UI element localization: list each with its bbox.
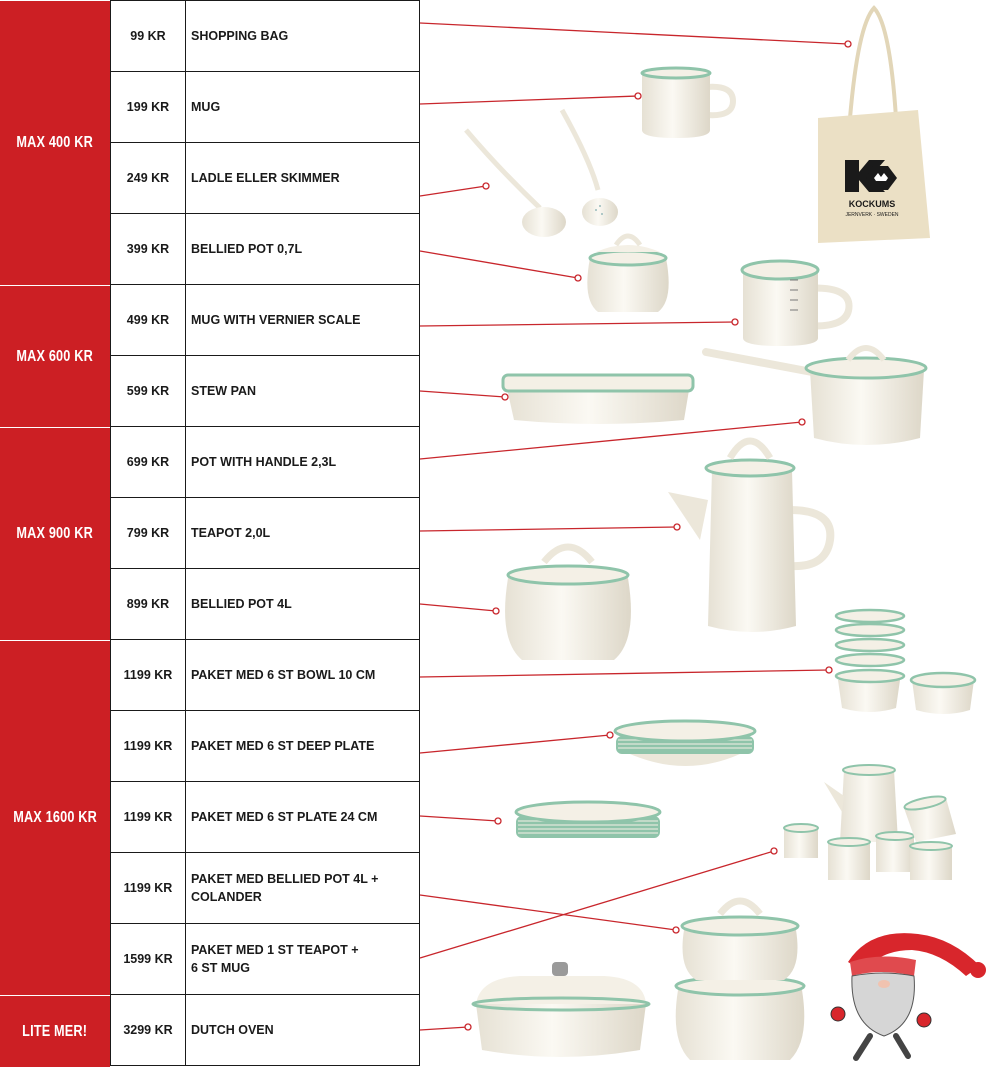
group-label: MAX 1600 KR bbox=[13, 809, 97, 826]
teapot-icon bbox=[668, 441, 830, 632]
item-price: 99 KR bbox=[111, 1, 186, 71]
measuring-mug-icon bbox=[742, 261, 849, 346]
group-label: MAX 600 KR bbox=[16, 347, 94, 365]
item-name: MUG WITH VERNIER SCALE bbox=[191, 313, 361, 327]
item-name: TEAPOT 2,0L bbox=[191, 526, 271, 540]
item-name: PAKET MED BELLIED POT 4L + COLANDER bbox=[191, 872, 379, 904]
tomte-gnome-icon bbox=[831, 933, 986, 1058]
group-label: MAX 400 KR bbox=[16, 134, 94, 151]
bowls-icon bbox=[836, 610, 975, 714]
item-price: 199 KR bbox=[111, 72, 186, 142]
bellied-pot-small-icon bbox=[587, 236, 668, 312]
item-name: PAKET MED 6 ST DEEP PLATE bbox=[191, 739, 375, 753]
item-name: PAKET MED 1 ST TEAPOT + 6 ST MUG bbox=[191, 943, 359, 975]
item-price: 599 KR bbox=[111, 356, 186, 426]
item-price: 899 KR bbox=[111, 569, 186, 639]
item-name: DUTCH OVEN bbox=[191, 1023, 274, 1037]
item-price: 499 KR bbox=[111, 285, 186, 355]
item-name: BELLIED POT 4L bbox=[191, 597, 292, 611]
item-name: LADLE ELLER SKIMMER bbox=[191, 171, 340, 185]
item-price: 249 KR bbox=[111, 143, 186, 213]
item-price: 3299 KR bbox=[111, 995, 186, 1065]
item-price: 1199 KR bbox=[111, 640, 186, 710]
bag-brand: KOCKUMS bbox=[848, 199, 896, 209]
stew-pan-icon bbox=[503, 375, 693, 424]
item-price: 399 KR bbox=[111, 214, 186, 284]
group-label: LITE MER! bbox=[22, 1022, 88, 1040]
item-price: 1199 KR bbox=[111, 711, 186, 781]
mug-icon bbox=[642, 68, 733, 138]
bellied-pot-large-icon bbox=[505, 547, 631, 660]
pot-with-handle-icon bbox=[706, 348, 926, 445]
plates-icon bbox=[516, 802, 660, 838]
item-name: POT WITH HANDLE 2,3L bbox=[191, 455, 337, 469]
item-name: MUG bbox=[191, 100, 221, 114]
item-price: 1199 KR bbox=[111, 853, 186, 923]
item-price: 799 KR bbox=[111, 498, 186, 568]
dutch-oven-icon bbox=[473, 962, 649, 1057]
group-label: MAX 900 KR bbox=[16, 525, 94, 542]
ladle-icon bbox=[466, 110, 618, 237]
item-price: 699 KR bbox=[111, 427, 186, 497]
pot-colander-icon bbox=[676, 901, 805, 1060]
item-name: PAKET MED 6 ST BOWL 10 CM bbox=[191, 668, 376, 682]
deep-plates-icon bbox=[615, 721, 755, 766]
item-price: 1599 KR bbox=[111, 924, 186, 994]
item-name: PAKET MED 6 ST PLATE 24 CM bbox=[191, 810, 378, 824]
item-name: STEW PAN bbox=[191, 384, 257, 398]
teapot-mug-set-icon bbox=[784, 765, 956, 880]
item-price: 1199 KR bbox=[111, 782, 186, 852]
bag-tagline: JERNVERK · SWEDEN bbox=[845, 212, 899, 218]
item-name: BELLIED POT 0,7L bbox=[191, 242, 303, 256]
item-name: SHOPPING BAG bbox=[191, 29, 289, 43]
